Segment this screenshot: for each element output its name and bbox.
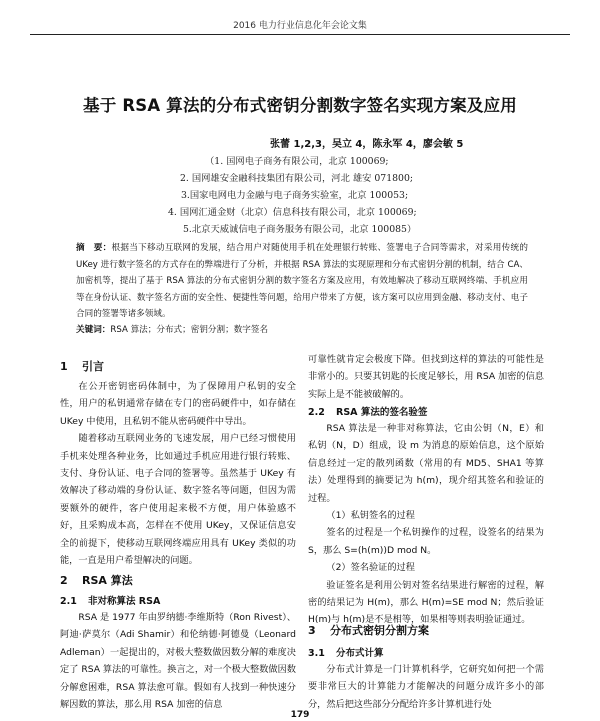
paragraph: RSA 是 1977 年由罗纳德·李维斯特（Ron Rivest）、阿迪·萨莫尔（Adi Shamir）和伦纳德·阿德曼（Leonard Adleman）一起提出的，对极大整数做因数分解的难度决定了 RSA 算法的可靠性。换言之，对一个极大整数做因数分解愈困难，RSA 算法愈可靠。假如有人找到一种快速分解因数的算法，那么用 RSA 加密的信息 <box>60 612 296 711</box>
paper-title: 基于 RSA 算法的分布式密钥分割数字签名实现方案及应用 <box>83 96 517 115</box>
affiliation-4: 4. 国网汇通金财（北京）信息科技有限公司，北京 100069; <box>168 207 417 218</box>
section-2-1-heading <box>60 593 160 607</box>
abstract-label: 摘 要： <box>76 243 112 253</box>
header-rule <box>30 34 570 35</box>
section-3-heading <box>308 622 429 638</box>
affiliation-3: 3.国家电网电力金融与电子商务实验室，北京 100053; <box>181 190 409 201</box>
section-1-heading <box>60 358 104 374</box>
section-2-1-body <box>60 609 296 713</box>
paragraph: （1）私钥签名的过程 <box>326 510 415 522</box>
section-2-2-heading <box>308 404 427 418</box>
section-2-number: 2 <box>60 574 68 587</box>
affiliation-2: 2. 国网雄安金融科技集团有限公司，河北 雄安 071800; <box>180 173 413 184</box>
author-list: 张蕾 1,2,3，吴立 4，陈永军 4，廖会敏 5 <box>270 139 464 150</box>
section-2-2-title: RSA 算法的签名验签 <box>336 407 428 418</box>
section-2-2-body <box>308 420 544 629</box>
keywords-text: RSA 算法；分布式；密钥分割；数字签名 <box>110 325 269 335</box>
affiliation-1: （1. 国网电子商务有限公司，北京 100069; <box>205 156 389 167</box>
abstract <box>76 240 528 323</box>
section-3-1-number: 3.1 <box>308 648 325 659</box>
paragraph: 分布式计算是一门计算机科学，它研究如何把一个需要非常巨大的计算能力才能解决的问题分成许多小的部分，然后把这些部分分配给许多计算机进行处 <box>308 664 544 710</box>
paragraph: 验证签名是利用公钥对签名结果进行解密的过程，解密的结果记为 H(m)，那么 H(m)=SE mod N；然后验证 H(m)与 h(m)是不是相等，如果相等则表明验证通过。 <box>308 579 544 626</box>
section-3-1-title: 分布式计算 <box>336 648 384 659</box>
running-header: 2016 电力行业信息化年会论文集 <box>233 21 367 31</box>
section-3-1-body <box>308 661 544 713</box>
paragraph: 随着移动互联网业务的飞速发展，用户已经习惯使用手机来处理各种业务，比如通过手机应用进行银行转账、支付、身份认证、电子合同的签署等。虽然基于 UKey 有效解决了移动端的身份认证、数字签名等问题，但因为需要额外的硬件，客户使用起来极不方便，用户体验感不好，且采购成本高，怎样在不使用 UKey，又保证信息安全的前提下，使移动互联网终端应用具有 UKey 类似的功能，一直是用户希望解决的问题。 <box>60 433 296 567</box>
section-1-title: 引言 <box>82 360 104 373</box>
section-3-title: 分布式密钥分割方案 <box>330 624 429 637</box>
section-2-1-title: 非对称算法 RSA <box>88 596 161 607</box>
page-number: 179 <box>290 710 310 720</box>
keywords <box>76 323 528 335</box>
section-2-title: RSA 算法 <box>82 574 133 587</box>
section-2-heading <box>60 572 133 588</box>
paragraph: RSA 算法是一种非对称算法，它由公钥（N，E）和私钥（N，D）组成，设 m 为消息的原始信息，这个原始信息经过一定的散列函数（常用的有 MD5、SHA1 等算法）处理得到的摘要记为 h(m)，现介绍其签名和验证的过程。 <box>308 423 544 504</box>
section-1-body <box>60 378 296 569</box>
section-2-2-number: 2.2 <box>308 407 325 418</box>
keywords-label: 关键词： <box>76 325 111 335</box>
continued-paragraph <box>308 351 544 403</box>
paragraph: （2）签名验证的过程 <box>326 562 415 574</box>
section-3-1-heading <box>308 645 384 659</box>
affiliation-5: 5.北京天威诚信电子商务服务有限公司，北京 100085） <box>183 224 417 235</box>
section-3-number: 3 <box>308 624 316 637</box>
paragraph: 签名的过程是一个私钥操作的过程，设签名的结果为 S，那么 S=(h(m))D mod N。 <box>308 527 544 556</box>
section-1-number: 1 <box>60 360 68 373</box>
paragraph: 在公开密钥密码体制中，为了保障用户私钥的安全性，用户的私钥通常存储在专门的密码硬件中，如存储在 UKey 中使用，且私钥不能从密码硬件中导出。 <box>60 381 296 427</box>
section-2-1-number: 2.1 <box>60 596 77 607</box>
paragraph: 可靠性就肯定会极度下降。但找到这样的算法的可能性是非常小的。只要其钥匙的长度足够长，用 RSA 加密的信息实际上是不能被破解的。 <box>308 354 544 400</box>
abstract-text: 根据当下移动互联网的发展，结合用户对随使用手机在处理银行转账、签署电子合同等需求，对采用传统的 UKey 进行数字签名的方式存在的弊端进行了分析，并根据 RSA 算法的实现原理和分布式密钥分割的机制，结合 CA、加密机等，提出了基于 RSA 算法的分布式密钥分割的数字签名方案及应用，有效地解决了移动互联网终端、手机应用等在身份认证、数字签名方面的安全性、便捷性等问题，给用户带来了方便，该方案可以应用到金融、移动支付、电子合同的签署等诸多领域。 <box>76 243 528 320</box>
